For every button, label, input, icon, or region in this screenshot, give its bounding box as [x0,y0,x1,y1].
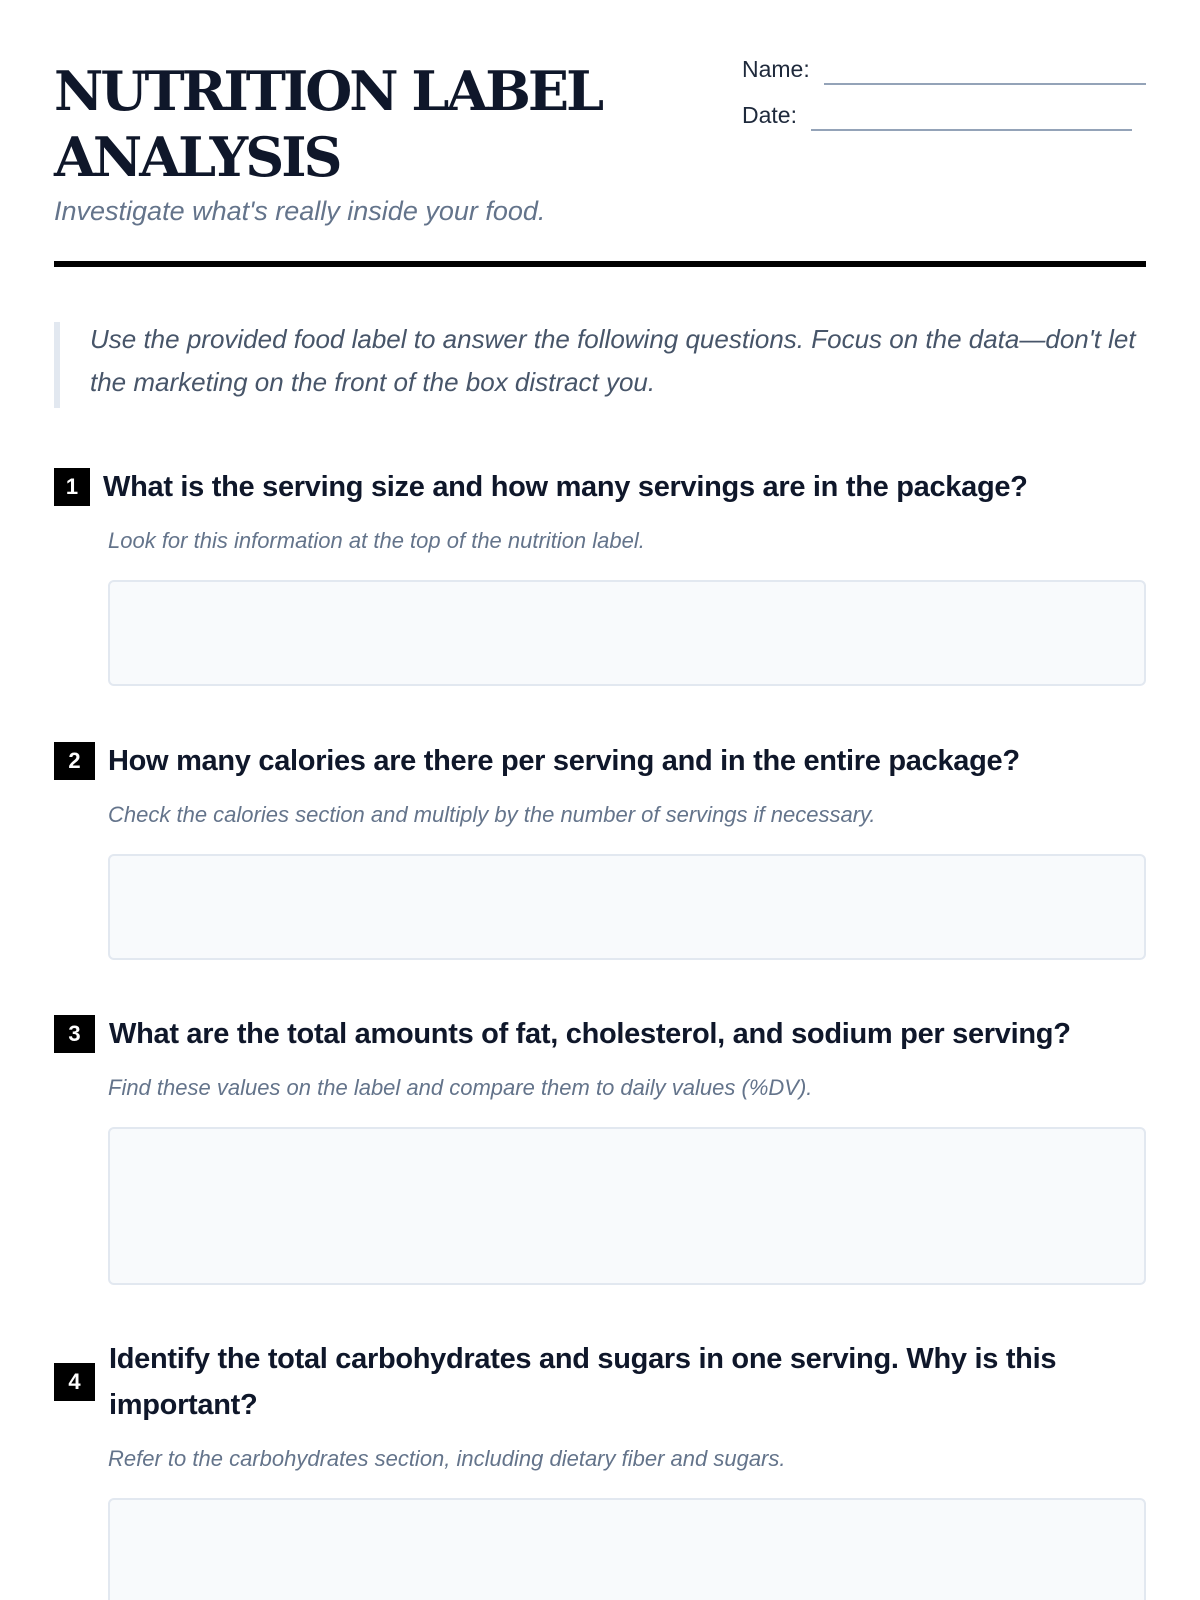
question-1 [54,464,1146,686]
worksheet-header [54,50,1146,268]
student-info [742,55,1146,147]
question-heading [54,1011,1146,1057]
question-number-badge: 3 [54,1015,95,1053]
question-hint: Check the calories section and multiply by the number of servings if necessary. [108,802,876,827]
question-heading [54,464,1146,510]
question-number-badge: 4 [54,1363,95,1401]
question-text: Identify the total carbohydrates and sugars in one serving. Why is this important? [109,1343,1057,1421]
answer-box[interactable] [108,1498,1146,1600]
header-divider [54,261,1146,267]
page-subtitle: Investigate what's really inside your food. [54,196,546,226]
answer-box[interactable] [108,854,1146,960]
page-title: NUTRITION LABEL ANALYSIS [54,59,602,189]
question-heading [54,1336,1146,1428]
name-row [742,55,1146,101]
name-label: Name: [742,56,810,82]
question-text: What is the serving size and how many servings are in the package? [103,471,1028,503]
worksheet-page [54,0,1146,1600]
question-hint: Look for this information at the top of the nutrition label. [108,528,645,553]
question-text: What are the total amounts of fat, cholesterol, and sodium per serving? [109,1018,1071,1050]
question-heading [54,738,1146,784]
answer-box[interactable] [108,1127,1146,1285]
question-hint: Refer to the carbohydrates section, including dietary fiber and sugars. [108,1446,786,1471]
instructions-callout [54,322,1146,408]
question-hint: Find these values on the label and compare them to daily values (%DV). [108,1075,813,1100]
date-row [742,101,1146,147]
answer-box[interactable] [108,580,1146,686]
date-field[interactable] [811,129,1132,131]
question-4 [54,1336,1146,1600]
question-number-badge: 2 [54,742,95,780]
question-text: How many calories are there per serving and in the entire package? [108,745,1020,777]
date-label: Date: [742,102,797,128]
question-3 [54,1011,1146,1285]
instructions-text: Use the provided food label to answer the following questions. Focus on the data—don't let the marketing on the front of the box distract you. [90,324,1136,397]
question-2 [54,738,1146,960]
question-number-badge: 1 [54,468,90,506]
name-field[interactable] [824,83,1146,85]
